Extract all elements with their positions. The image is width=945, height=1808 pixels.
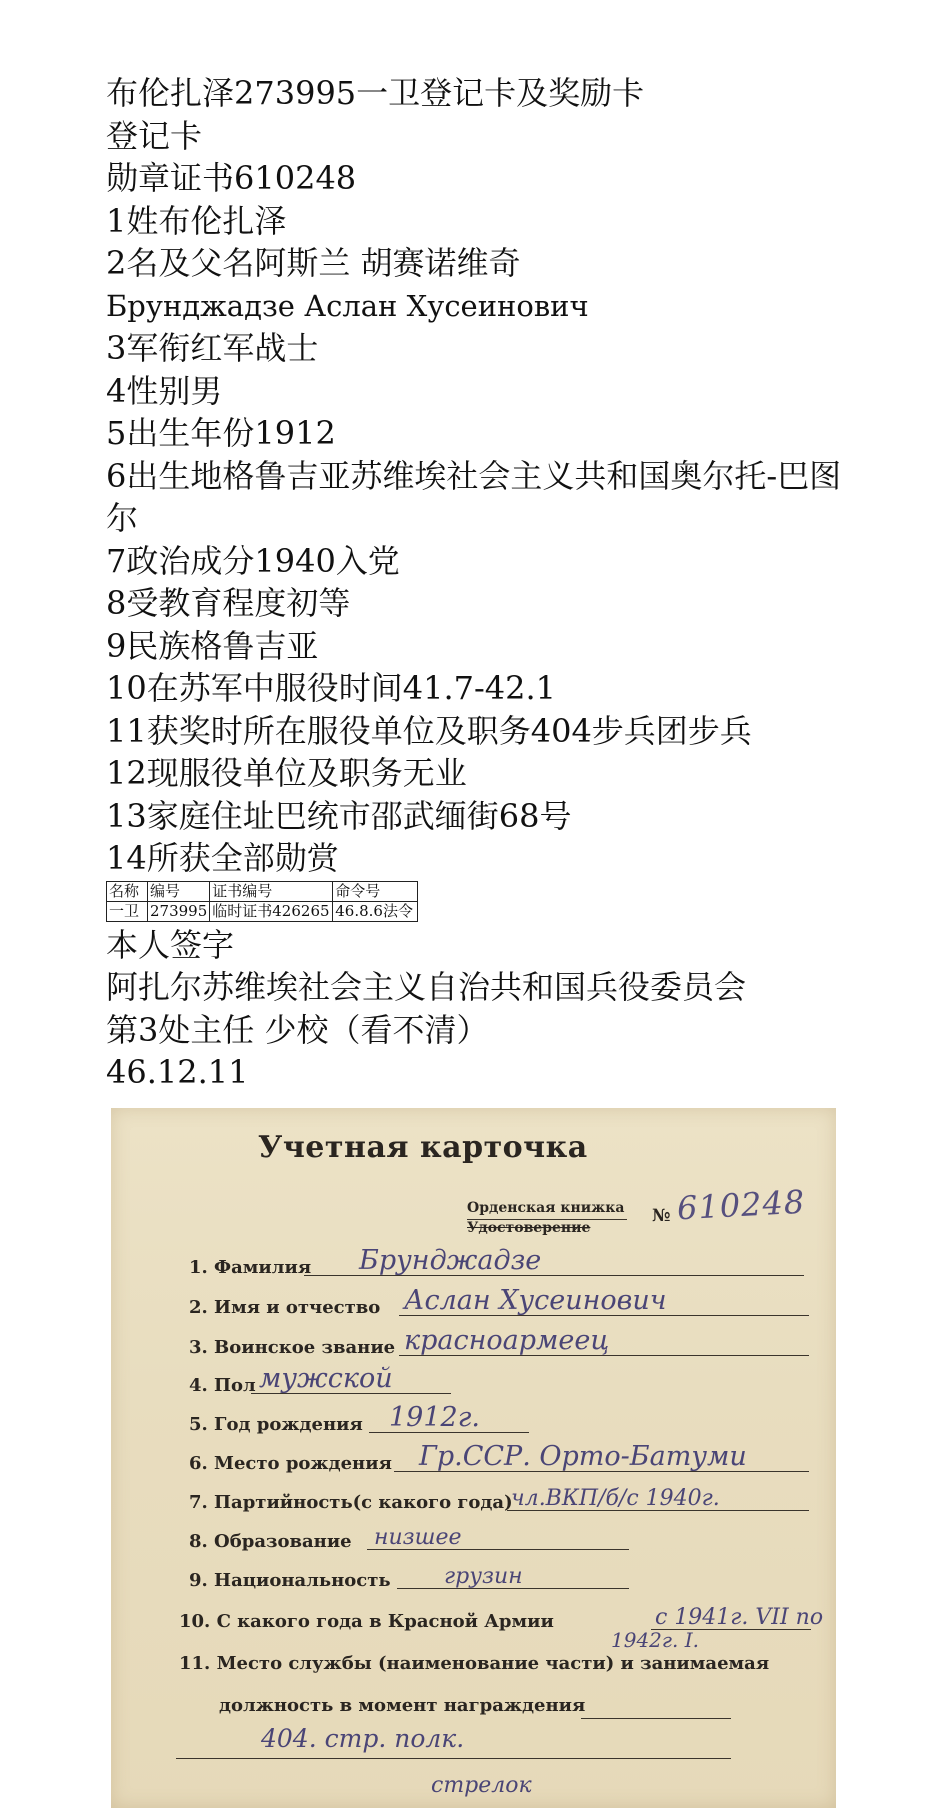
field-service-place (179, 1644, 829, 1678)
party-line: 7政治成分1940入党 (106, 541, 400, 580)
all-awards-line: 14所获全部勋赏 (106, 839, 339, 877)
field-sex (189, 1363, 829, 1400)
translation-text (106, 72, 906, 1094)
awards-header-number: 编号 (148, 881, 210, 901)
certificate-struck-label: Удостоверение (467, 1220, 591, 1236)
field-birth-year (189, 1402, 829, 1439)
field-birthplace (189, 1441, 829, 1478)
rank-line: 3军衔红军战士 (106, 329, 319, 367)
officer-line: 第3处主任 少校（看不清） (106, 1010, 489, 1049)
document-title: 布伦扎泽273995一卫登记卡及奖励卡 (106, 74, 645, 112)
field-name-patronymic (189, 1285, 829, 1322)
order-book-label: Орденская книжка (467, 1200, 625, 1216)
order-book-block (467, 1198, 624, 1238)
handwritten-value: красноармеец (404, 1325, 610, 1356)
date-line: 46.12.11 (106, 1053, 249, 1091)
education-line: 8受教育程度初等 (106, 584, 351, 622)
surname-line: 1姓布伦扎泽 (106, 201, 287, 240)
field-education (189, 1522, 829, 1556)
award-certificate-cell: 临时证书426265 (210, 901, 333, 921)
field-rule (581, 1718, 731, 1719)
service-period-line: 10在苏军中服役时间41.7-42.1 (106, 669, 557, 707)
card-number: 610248 (676, 1182, 807, 1228)
award-name-cell: 一卫 (107, 901, 148, 921)
awards-table (106, 881, 418, 922)
name-patronymic-line: 2名及父名阿斯兰 胡赛诺维奇 (106, 244, 521, 282)
card-title: Учетная карточка (258, 1130, 588, 1165)
handwritten-value: 404. стр. полк. (261, 1724, 465, 1753)
awards-header-order: 命令号 (333, 881, 418, 901)
field-label-continued: должность в момент награждения (219, 1695, 586, 1716)
field-nationality (189, 1561, 829, 1595)
handwritten-value: Брунджадзе (359, 1245, 542, 1276)
handwritten-value: 1912г. (389, 1402, 480, 1433)
field-label: 8. Образование (189, 1531, 352, 1552)
handwritten-value: Гр.ССР. Орто-Батуми (419, 1441, 747, 1472)
award-number-cell: 273995 (148, 901, 210, 921)
handwritten-value: Аслан Хусеинович (404, 1285, 667, 1316)
field-label: 6. Место рождения (189, 1453, 392, 1474)
nationality-line: 9民族格鲁吉亚 (106, 626, 319, 665)
handwritten-value: чл.ВКП/б/с 1940г. (511, 1486, 720, 1511)
field-surname (189, 1245, 829, 1282)
field-label: 7. Партийность(с какого года) (189, 1492, 513, 1513)
field-rank (189, 1325, 829, 1362)
address-line: 13家庭住址巴统市邵武缅街68号 (106, 796, 572, 835)
russian-name-line: Брунджадзе Аслан Хусеинович (106, 288, 589, 323)
field-label: 1. Фамилия (189, 1257, 312, 1278)
table-row (107, 901, 418, 921)
signature-line: 本人签字 (106, 925, 235, 964)
handwritten-value: грузин (444, 1564, 523, 1589)
birth-year-line: 5出生年份1912 (106, 414, 336, 452)
handwritten-value: мужской (259, 1363, 393, 1394)
handwritten-value: с 1941г. VII по (655, 1605, 824, 1630)
field-rule (176, 1758, 731, 1759)
order-divider (467, 1219, 627, 1220)
field-label: 5. Год рождения (189, 1414, 363, 1435)
field-army-since (179, 1602, 829, 1636)
field-label: 11. Место службы (наименование части) и занимаемая (179, 1653, 770, 1674)
card-label: 登记卡 (106, 116, 203, 155)
awards-table-header-row (107, 881, 418, 901)
scanned-registration-card (111, 1108, 836, 1808)
commissariat-line: 阿扎尔苏维埃社会主义自治共和国兵役委员会 (106, 968, 747, 1006)
handwritten-value-continued: 1942г. I. (611, 1628, 699, 1652)
field-label: 9. Национальность (189, 1570, 391, 1591)
handwritten-value: низшее (374, 1525, 462, 1550)
field-label: 4. Пол (189, 1375, 256, 1396)
unit-at-award-line: 11获奖时所在服役单位及职务404步兵团步兵 (106, 711, 752, 750)
awards-header-certificate: 证书编号 (210, 881, 333, 901)
medal-certificate: 勋章证书610248 (106, 159, 357, 197)
current-unit-line: 12现服役单位及职务无业 (106, 754, 467, 792)
field-label: 3. Воинское звание (189, 1337, 396, 1358)
field-label: 10. С какого года в Красной Армии (179, 1611, 554, 1632)
award-order-cell: 46.8.6法令 (333, 901, 418, 921)
number-sign: № (652, 1206, 671, 1226)
field-label: 2. Имя и отчество (189, 1297, 381, 1318)
birthplace-line: 6出生地格鲁吉亚苏维埃社会主义共和国奥尔托-巴图尔 (106, 456, 842, 537)
handwritten-value-continued: стрелок (431, 1773, 532, 1798)
sex-line: 4性别男 (106, 371, 223, 410)
field-party (189, 1483, 829, 1517)
awards-header-name: 名称 (107, 881, 148, 901)
